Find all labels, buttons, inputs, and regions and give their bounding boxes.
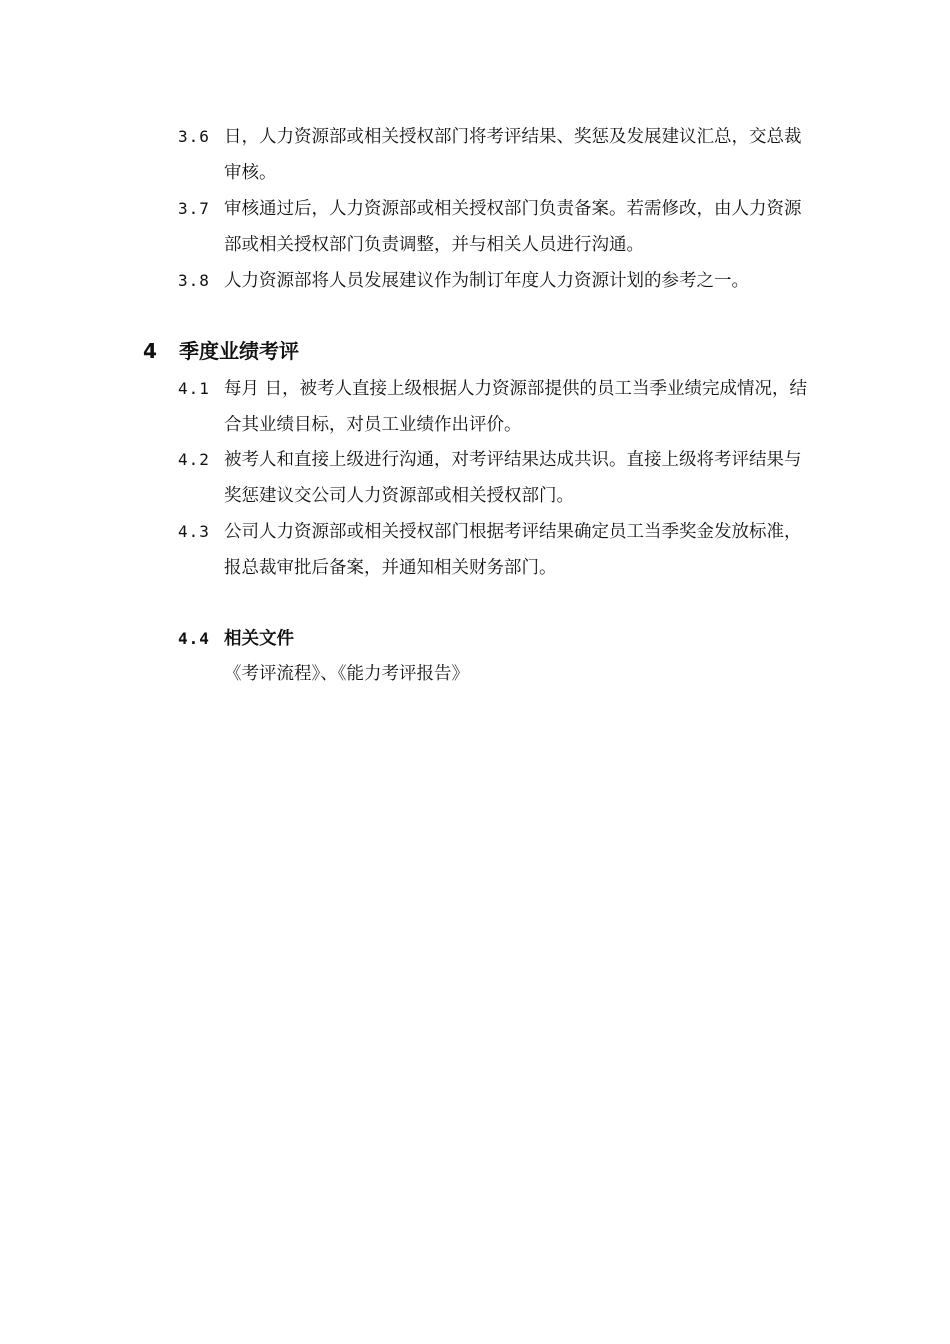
section-title: 季度业绩考评 (179, 339, 299, 363)
clause-number: 4.4 (178, 629, 210, 648)
related-documents-list: 《考评流程》、《能力考评报告》 (224, 664, 469, 684)
clause-3-7 (178, 191, 818, 263)
section-heading (143, 336, 299, 366)
clause-4-2 (178, 442, 818, 514)
clause-number: 4.1 (178, 379, 210, 398)
clause-text: 审核通过后，人力资源部或相关授权部门负责备案。若需修改，由人力资源部或相关授权部门负责调整，并与相关人员进行沟通。 (224, 199, 802, 255)
clause-number: 4.3 (178, 522, 210, 541)
clause-number: 3.6 (178, 127, 210, 146)
clause-4-3 (178, 514, 818, 586)
clause-3-6 (178, 119, 818, 191)
clause-number: 3.7 (178, 199, 210, 218)
clause-text: 人力资源部将人员发展建议作为制订年度人力资源计划的参考之一。 (224, 271, 749, 291)
clause-3-8 (178, 263, 818, 299)
clause-text: 日，人力资源部或相关授权部门将考评结果、奖惩及发展建议汇总，交总裁审核。 (224, 127, 802, 183)
clause-text: 被考人和直接上级进行沟通，对考评结果达成共识。直接上级将考评结果与奖惩建议交公司人力资源部或相关授权部门。 (224, 450, 802, 506)
section-number: 4 (143, 339, 157, 363)
clause-number: 4.2 (178, 450, 210, 469)
related-documents-title: 相关文件 (224, 629, 294, 649)
clause-number: 3.8 (178, 271, 210, 290)
related-documents-heading (178, 624, 294, 654)
clause-text: 公司人力资源部或相关授权部门根据考评结果确定员工当季奖金发放标准，报总裁审批后备案，并通知相关财务部门。 (224, 522, 802, 578)
clause-text: 每月 日，被考人直接上级根据人力资源部提供的员工当季业绩完成情况，结合其业绩目标，对员工业绩作出评价。 (224, 379, 808, 435)
clause-4-1 (178, 371, 818, 443)
